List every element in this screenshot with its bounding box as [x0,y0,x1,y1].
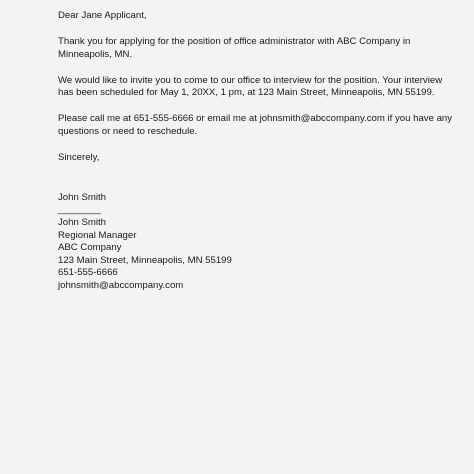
signature-block-name: John Smith [58,216,106,228]
salutation-text: Dear Jane Applicant, [58,10,147,21]
paragraph-application-line-2: Minneapolis, MN. [58,48,133,60]
paragraph-contact-line-2: questions or need to reschedule. [58,126,198,138]
paragraph-interview-line-1: We would like to invite you to come to our office to interview for the position. Your interview [58,74,443,86]
paragraph-application-line-1: Thank you for applying for the position of office administrator with ABC Company in [58,36,411,48]
paragraph-application [58,36,458,61]
paragraph-interview [58,75,458,100]
spacer [58,23,458,37]
paragraph-interview-line-2: has been scheduled for May 1, 20XX, 1 pm, at 123 Main Street, Minneapolis, MN 55199. [58,87,435,99]
signature [58,192,458,217]
signature-block-title: Regional Manager [58,229,137,241]
spacer [58,100,458,114]
spacer [58,139,458,153]
letter-body [58,10,458,293]
signature-name: John Smith [58,191,106,203]
signature-space [58,165,458,192]
spacer [58,61,458,75]
signature-line: ________ [58,204,101,216]
salutation [58,10,458,23]
closing-text: Sincerely, [58,152,100,164]
paragraph-contact-line-1: Please call me at 651-555-6666 or email me at johnsmith@abccompany.com if you have any [58,113,453,125]
paragraph-contact [58,113,458,138]
signature-block-address: 123 Main Street, Minneapolis, MN 55199 [58,254,232,266]
signature-block-phone: 651-555-6666 [58,267,118,279]
signature-block-company: ABC Company [58,242,122,254]
signature-block [58,217,458,293]
signature-block-email: johnsmith@abccompany.com [58,279,184,291]
closing [58,152,458,165]
